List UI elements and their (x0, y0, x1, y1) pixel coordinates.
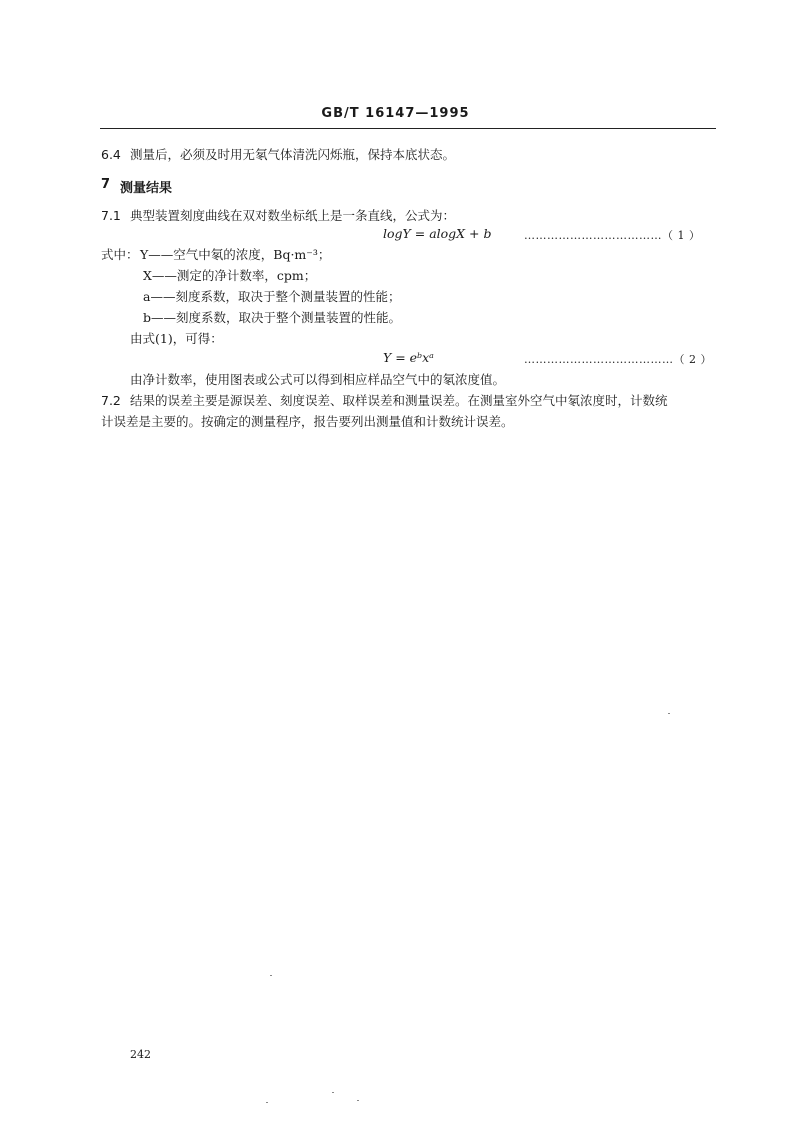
section-7-2-line-1: 结果的误差主要是源误差、刻度误差、取样误差和测量误差。在测量室外空气中氡浓度时，计数统 (130, 393, 668, 408)
section-7-1-number: 7.1 (101, 208, 121, 223)
variable-x-definition: X——测定的净计数率，cpm； (143, 268, 317, 283)
section-7-2-line-2: 计误差是主要的。按确定的测量程序，报告要列出测量值和计数统计误差。 (101, 414, 514, 429)
header-rule (100, 128, 716, 129)
where-label: 式中： (101, 247, 139, 262)
section-6-4-text: 测量后，必须及时用无氡气体清洗闪烁瓶，保持本底状态。 (130, 147, 456, 162)
section-7-1-intro: 典型装置刻度曲线在双对数坐标纸上是一条直线，公式为： (130, 208, 456, 223)
scan-speck (357, 1100, 359, 1101)
variable-a-definition: a——刻度系数，取决于整个测量装置的性能； (143, 289, 401, 304)
section-7-1-conclusion: 由净计数率，使用图表或公式可以得到相应样品空气中的氡浓度值。 (130, 372, 506, 387)
variable-y-definition: Y——空气中氡的浓度，Bq·m⁻³； (140, 247, 331, 262)
page-number: 242 (130, 1048, 151, 1061)
formula-2: Y = eᵇxᵃ (383, 350, 434, 365)
section-7-number: 7 (101, 177, 111, 192)
scan-speck (332, 1092, 334, 1093)
variable-b-definition: b——刻度系数，取决于整个测量装置的性能。 (143, 310, 402, 325)
section-6-4-number: 6.4 (101, 147, 121, 162)
scan-speck (270, 975, 272, 976)
scan-speck (668, 713, 670, 714)
section-7-title: 测量结果 (120, 181, 173, 196)
derivation-text: 由式(1)，可得： (130, 331, 223, 346)
formula-1: logY = alogX + b (383, 226, 492, 241)
equation-2-leader: …………………………………（ 2 ） (524, 353, 712, 366)
document-header: GB/T 16147—1995 (321, 106, 470, 121)
section-7-2-number: 7.2 (101, 393, 121, 408)
scan-speck (266, 1102, 268, 1103)
equation-1-leader: ………………………………（ 1 ） (524, 229, 701, 242)
